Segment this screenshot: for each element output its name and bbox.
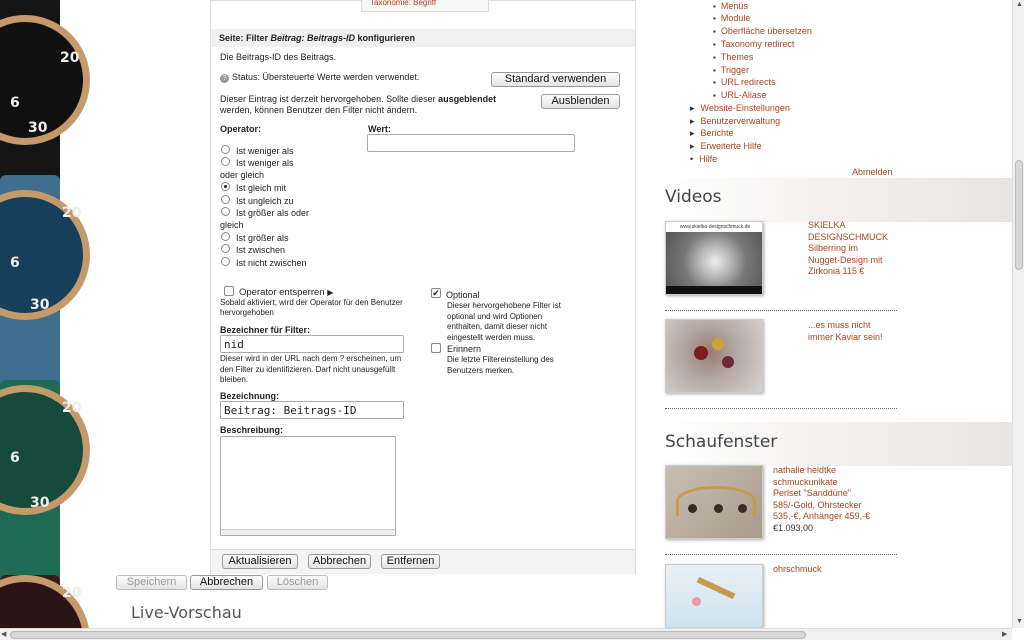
filter-config-panel [210, 0, 636, 574]
menu-item-taxonomy-redirect[interactable]: ▪ Taxonomy redirect [713, 38, 794, 51]
vertical-scroll-thumb[interactable] [1015, 160, 1023, 270]
remove-button[interactable]: Entfernen [381, 554, 440, 569]
watch-green: 20 6 30 [0, 380, 110, 580]
op-radio-lt[interactable] [221, 145, 230, 154]
optional-desc: Dieser hervorgehobene Filter ist optional und wird Optionen enthalten, damit dieser nicht eingestellt werden muss. [447, 301, 561, 342]
video-thumb-caption: www.skielka-designschmuck.de [666, 222, 763, 232]
triangle-right-icon: ▶ [327, 288, 334, 297]
desc-label: Beschreibung: [220, 425, 284, 435]
menu-item-translate[interactable]: ▪ Oberfläche übersetzen [713, 25, 812, 38]
divider [665, 408, 897, 409]
menu-item-reports[interactable]: ▸ Berichte [690, 127, 734, 139]
highlight-note: Dieser Eintrag ist derzeit hervorgehoben. Sollte dieser ausgeblendet werden, können Benutzer den Filter nicht ändern. [220, 94, 497, 115]
video-thumb-1[interactable] [665, 221, 763, 295]
op-radio-eq[interactable] [221, 182, 230, 191]
earring-icon [697, 577, 736, 599]
filter-description: Die Beitrags-ID des Beitrags. [220, 52, 337, 62]
menu-item-url-redirects[interactable]: ▪ URL redirects [713, 76, 776, 89]
op-radio-lte[interactable] [221, 157, 230, 166]
panel-title: Seite: Filter Beitrag: Beitrags-ID konfigurieren [211, 29, 635, 47]
remember-checkbox[interactable] [431, 343, 441, 353]
video-thumb-2[interactable] [665, 319, 763, 393]
menu-item-modules[interactable]: ▪ Module [713, 12, 750, 25]
help-icon: ? [220, 74, 229, 83]
menu-item-themes[interactable]: ▪ Themes [713, 51, 753, 64]
shop-thumb-2[interactable] [665, 564, 763, 628]
watch-blue: 20 6 30 [0, 175, 110, 380]
shop-thumb-1[interactable] [665, 465, 763, 539]
gem-icon [712, 338, 724, 350]
divider [665, 554, 897, 555]
identifier-input[interactable]: nid [220, 335, 404, 353]
op-label-lt: Ist weniger als [236, 146, 294, 156]
right-sidebar [657, 0, 1012, 628]
scroll-right-icon[interactable]: ▶ [1002, 631, 1008, 638]
status-line: ? Status: Übersteuerte Werte werden verwendet. [220, 72, 419, 83]
horizontal-scroll-thumb[interactable] [10, 631, 806, 639]
operator-label: Operator: [220, 124, 262, 134]
top-cut-box: Taxonomie: Begriff [361, 0, 489, 12]
identifier-label: Bezeichner für Filter: [220, 325, 311, 335]
menu-item-trigger[interactable]: ▪ Trigger [713, 64, 749, 77]
value-input[interactable] [367, 134, 575, 152]
menu-item-help[interactable]: • Hilfe [690, 153, 717, 165]
menu-item-advanced-help[interactable]: ▸ Erweiterte Hilfe [690, 140, 762, 152]
menu-item-menus[interactable]: ▪ Menüs [713, 0, 748, 13]
shop-2-text[interactable]: ohrschmuck [773, 564, 822, 574]
video-1-text[interactable]: SKIELKA DESIGNSCHMUCK Silberring im Nugget-Design mit Zirkonia 115 € [808, 220, 889, 276]
name-input[interactable]: Beitrag: Beitrags-ID [220, 401, 404, 419]
pearl-icon [714, 504, 723, 513]
video-2-text[interactable]: ...es muss nicht immer Kaviar sein! [808, 320, 883, 342]
name-label: Bezeichnung: [220, 391, 280, 401]
unlock-operator-desc: Sobald aktiviert, wird der Operator für den Benutzer hervorgehoben [220, 298, 403, 317]
videos-title: Videos [665, 187, 722, 207]
menu-item-site-settings[interactable]: ▸ Website-Einstellungen [690, 102, 790, 114]
horizontal-scrollbar[interactable] [0, 628, 1012, 640]
unlock-operator-label: Operator entsperren ▶ [239, 287, 334, 298]
op-label-gte-cont: gleich [220, 220, 244, 230]
op-radio-neq[interactable] [221, 195, 230, 204]
watch-brown: 20 [0, 575, 110, 628]
watch-black: 20 6 30 [0, 0, 110, 185]
checkmark-icon: ✔ [432, 288, 440, 298]
menu-item-user-management[interactable]: ▸ Benutzerverwaltung [690, 115, 780, 127]
textarea-grippie[interactable] [221, 529, 395, 535]
pearl-icon [692, 597, 701, 606]
pearl-icon [688, 504, 697, 513]
remember-desc: Die letzte Filtereinstellung des Benutzers merken. [447, 355, 554, 375]
pearl-icon [738, 504, 747, 513]
value-label: Wert: [368, 124, 391, 134]
menu-item-url-aliases[interactable]: ▪ URL-Aliase [713, 89, 766, 102]
gem-icon [694, 346, 708, 360]
optional-label: Optional [446, 290, 480, 300]
op-radio-between[interactable] [221, 244, 230, 253]
scroll-down-icon[interactable]: ▼ [1016, 618, 1023, 625]
remember-label: Erinnern [447, 344, 482, 354]
op-radio-not-between[interactable] [221, 257, 230, 266]
divider [665, 310, 897, 311]
op-label-gte: Ist größer als oder [236, 208, 310, 218]
vertical-scrollbar[interactable] [1012, 0, 1024, 628]
op-label-between: Ist zwischen [236, 245, 286, 255]
op-label-lte-cont: oder gleich [220, 170, 265, 180]
op-radio-gt[interactable] [221, 232, 230, 241]
cancel-button[interactable]: Abbrechen [190, 575, 263, 590]
scroll-left-icon[interactable]: ◀ [1, 631, 7, 638]
op-label-not-between: Ist nicht zwischen [236, 258, 307, 268]
op-label-lte: Ist weniger als [236, 158, 294, 168]
default-button[interactable]: Standard verwenden [491, 72, 620, 87]
live-preview-heading: Live-Vorschau [131, 603, 242, 622]
gem-icon [722, 356, 734, 368]
hide-button[interactable]: Ausblenden [541, 94, 620, 109]
unlock-operator-checkbox[interactable] [224, 286, 234, 296]
desc-textarea[interactable] [220, 436, 396, 536]
panel-cancel-button[interactable]: Abbrechen [308, 554, 371, 569]
save-button[interactable]: Speichern [116, 575, 187, 590]
identifier-desc: Dieser wird in der URL nach dem ? erscheinen, um den Filter zu identifizieren. Darf nicht unausgefüllt bleiben. [220, 354, 402, 384]
op-label-eq: Ist gleich mit [236, 183, 287, 193]
delete-button[interactable]: Löschen [267, 575, 328, 590]
scroll-up-icon[interactable]: ▲ [1016, 1, 1023, 8]
op-label-neq: Ist ungleich zu [236, 196, 294, 206]
shop-1-price: €1.093,00 [773, 522, 814, 533]
shop-1-text[interactable]: nathalie heidtke schmuckunikate Perlset "Sanddüne" 585/-Gold, Ohrstecker 535,-€, Anhänger 459,-€ €1.093,00 [773, 465, 871, 533]
ring-image [666, 232, 763, 286]
update-button[interactable]: Aktualisieren [222, 554, 298, 569]
op-radio-gte[interactable] [221, 207, 230, 216]
op-label-gt: Ist größer als [236, 233, 289, 243]
shop-title: Schaufenster [665, 432, 778, 452]
optional-checkbox[interactable] [431, 288, 441, 298]
logout-link[interactable]: Abmelden [852, 167, 893, 177]
watch-strip-image [0, 0, 110, 628]
